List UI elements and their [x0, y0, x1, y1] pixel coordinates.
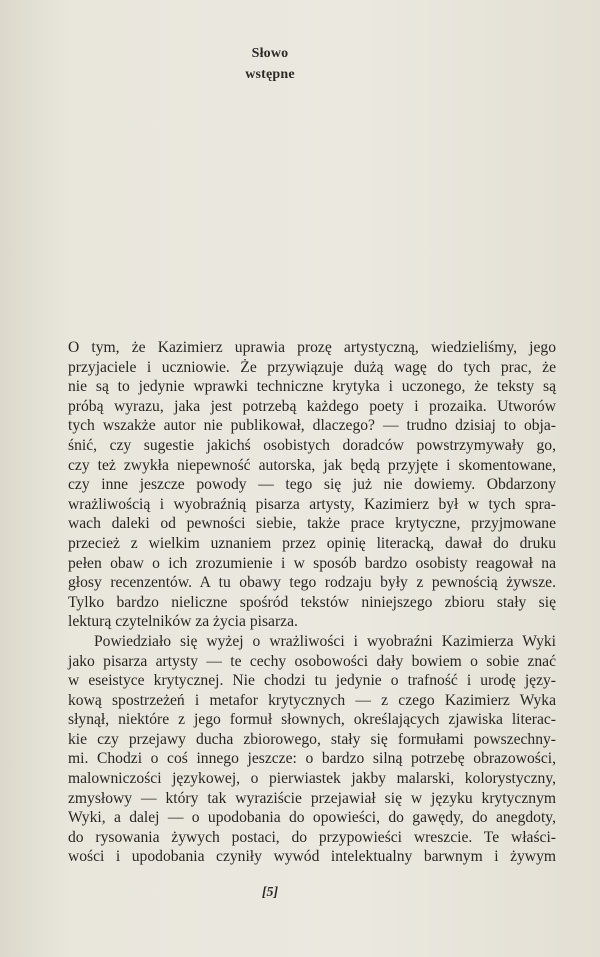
body-text — [68, 338, 556, 867]
text-line: śnić, czy sugestie jakichś osobistych doradców powstrzymywały go, — [68, 436, 556, 454]
chapter-title-line2: wstępne — [245, 67, 295, 82]
text-line: malowniczości językowej, o pierwiastek jakby malarski, kolorystyczny, — [68, 770, 556, 788]
page-number: [5] — [261, 885, 279, 900]
text-line: do rysowania żywych postaci, do przypowieści wreszcie. Te właści- — [68, 828, 556, 846]
text-line: lekturą czytelników za życia pisarza. — [68, 613, 298, 631]
text-line: czy inne jeszcze powody — tego się już nie dowiemy. Obdarzony — [68, 476, 556, 494]
text-line: kie czy przejawy ducha zbiorowego, stały się formułami powszechny- — [68, 730, 556, 748]
text-line: pełen obaw o ich zrozumienie i w sposób bardzo osobisty reagował na — [68, 554, 556, 572]
text-line: wrażliwością i wyobraźnią pisarza artysty, Kazimierz był w tych spra- — [68, 495, 556, 513]
text-line: nie są to jedynie wprawki techniczne krytyka i uczonego, że teksty są — [68, 378, 556, 396]
text-line: przyjaciele i uczniowie. Że przywiązuje dużą wagę do tych prac, że — [68, 358, 556, 376]
text-line: Tylko bardzo nieliczne spośród tekstów niniejszego zbioru stały się — [68, 593, 556, 611]
text-line: Powiedziało się wyżej o wrażliwości i wyobraźni Kazimierza Wyki — [94, 632, 556, 650]
text-line: próbą wyrazu, jaka jest potrzebą każdego poety i prozaika. Utworów — [68, 397, 556, 415]
text-line: mi. Chodzi o coś innego jeszcze: o bardzo silną potrzebę obrazowości, — [68, 750, 556, 768]
text-line: słynął, niektóre z jego formuł słownych, określających zjawiska literac- — [68, 711, 556, 729]
text-line: O tym, że Kazimierz uprawia prozę artystyczną, wiedzieliśmy, jego — [68, 339, 556, 356]
chapter-title-line1: Słowo — [251, 46, 289, 61]
text-line: tych wszakże autor nie publikował, dlaczego? — trudno dzisiaj to obja- — [68, 417, 556, 435]
text-line: przecież z wielkim uznaniem przez opinię literacką, dawał do druku — [68, 534, 556, 552]
text-line: Wyki, a dalej — o upodobania do opowieści, do gawędy, do anegdoty, — [68, 809, 556, 827]
text-line: jako pisarza artysty — te cechy osobowości dały bowiem o sobie znać — [68, 652, 556, 670]
text-line: w eseistyce krytycznej. Nie chodzi tu jedynie o trafność i urodę języ- — [68, 672, 556, 690]
text-line: czy też zwykła niepewność autorska, jak będą przyjęte i skomentowane, — [68, 456, 556, 474]
text-line: zmysłowy — który tak wyraziście przejawiał się w języku krytycznym — [68, 789, 556, 807]
text-line: wach daleki od pewności siebie, także prace krytyczne, przyjmowane — [68, 515, 556, 533]
text-line: głosy recenzentów. A tu obawy tego rodzaju były z pewnością żywsze. — [68, 574, 556, 592]
text-line: wości i upodobania czyniły wywód intelektualny barwnym i żywym — [68, 848, 556, 866]
text-line: kową spostrzeżeń i metafor krytycznych — z czego Kazimierz Wyka — [68, 691, 556, 709]
